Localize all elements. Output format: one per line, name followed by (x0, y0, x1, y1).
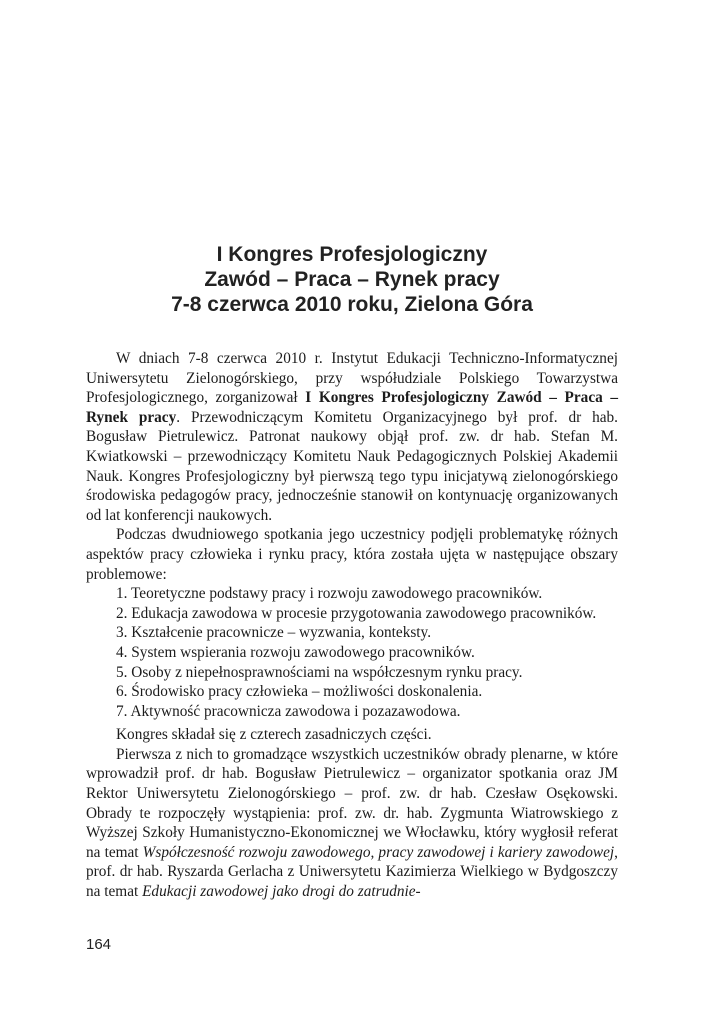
paragraph-1-text-cont: . Przewodniczącym Komitetu Organizacyjnego był prof. dr hab. Bogusław Pietrulewicz. Patronat naukowy objął prof. zw. dr hab. Stefan M. Kwiatkowski – przewodniczący Komitetu Nauk Pedagogicznych Polskiej Akademii Nauk. Kongres Profesjologiczny był pierwszą tego typu inicjatywą zielonogórskiego środowiska pedagogów pracy, jednocześnie stanowił on kontynuację organizowanych od lat konferencji naukowych. (86, 408, 618, 524)
problem-areas-list (86, 584, 618, 721)
title-line-1: I Kongres Profesjologiczny (216, 243, 488, 266)
title-line-3: 7-8 czerwca 2010 roku, Zielona Góra (171, 293, 533, 316)
paragraph-2: Podczas dwudniowego spotkania jego uczestnicy podjęli problematykę różnych aspektów pracy człowieka i rynku pracy, która została ujęta w następujące obszary problemowe: (86, 526, 618, 583)
paragraph-1-text: W dniach 7-8 czerwca 2010 r. Instytut Edukacji Techniczno-Informatycznej Uniwersytetu Zielonogórskiego, przy współudziale Polskiego Towarzystwa Profesjologicznego, zorganizował (86, 350, 618, 407)
article-title (80, 242, 624, 317)
list-item: 4. System wspierania rozwoju zawodowego pracowników. (116, 643, 475, 661)
title-line-2: Zawód – Praca – Rynek pracy (204, 268, 500, 291)
paragraph-1 (86, 349, 618, 525)
list-item: 2. Edukacja zawodowa w procesie przygotowania zawodowego pracowników. (116, 604, 597, 622)
paragraph-1-bold-event-name: I Kongres Profesjologiczny Zawód – Praca – Rynek pracy (86, 389, 619, 426)
list-item: 1. Teoretyczne podstawy pracy i rozwoju zawodowego pracowników. (116, 585, 543, 603)
list-item: 7. Aktywność pracownicza zawodowa i pozazawodowa. (116, 702, 461, 720)
list-item: 5. Osoby z niepełnosprawnościami na współczesnym rynku pracy. (116, 663, 523, 681)
paragraph-4 (86, 745, 618, 902)
paragraph-4-italic-title-1: Współczesność rozwoju zawodowego, pracy zawodowej i kariery zawodowej (142, 843, 615, 861)
paragraph-4-italic-title-2: Edukacji zawodowej jako drogi do zatrudnie- (142, 883, 421, 901)
list-item: 3. Kształcenie pracownicze – wyzwania, konteksty. (116, 624, 432, 642)
paragraph-4-text-cont: , prof. dr hab. Ryszarda Gerlacha z Uniwersytetu Kazimierza Wielkiego w Bydgoszczy na temat (86, 843, 618, 901)
list-item: 6. Środowisko pracy człowieka – możliwości doskonalenia. (116, 683, 483, 701)
paragraph-4-text: Pierwsza z nich to gromadzące wszystkich uczestników obrady plenarne, w które wprowadził prof. dr hab. Bogusław Pietrulewicz – organizator spotkania oraz JM Rektor Uniwersytetu Zielonogórskiego – prof. zw. dr hab. Czesław Osękowski. Obrady te rozpoczęły wystąpienia: prof. zw. dr. hab. Zygmunta Wiatrowskiego z Wyższej Szkoły Humanistyczno-Ekonomicznej we Włocławku, który wygłosił referat na temat (86, 745, 618, 861)
article-body (86, 349, 618, 902)
paragraph-3: Kongres składał się z czterech zasadniczych części. (116, 726, 432, 744)
page-number: 164 (86, 936, 112, 953)
